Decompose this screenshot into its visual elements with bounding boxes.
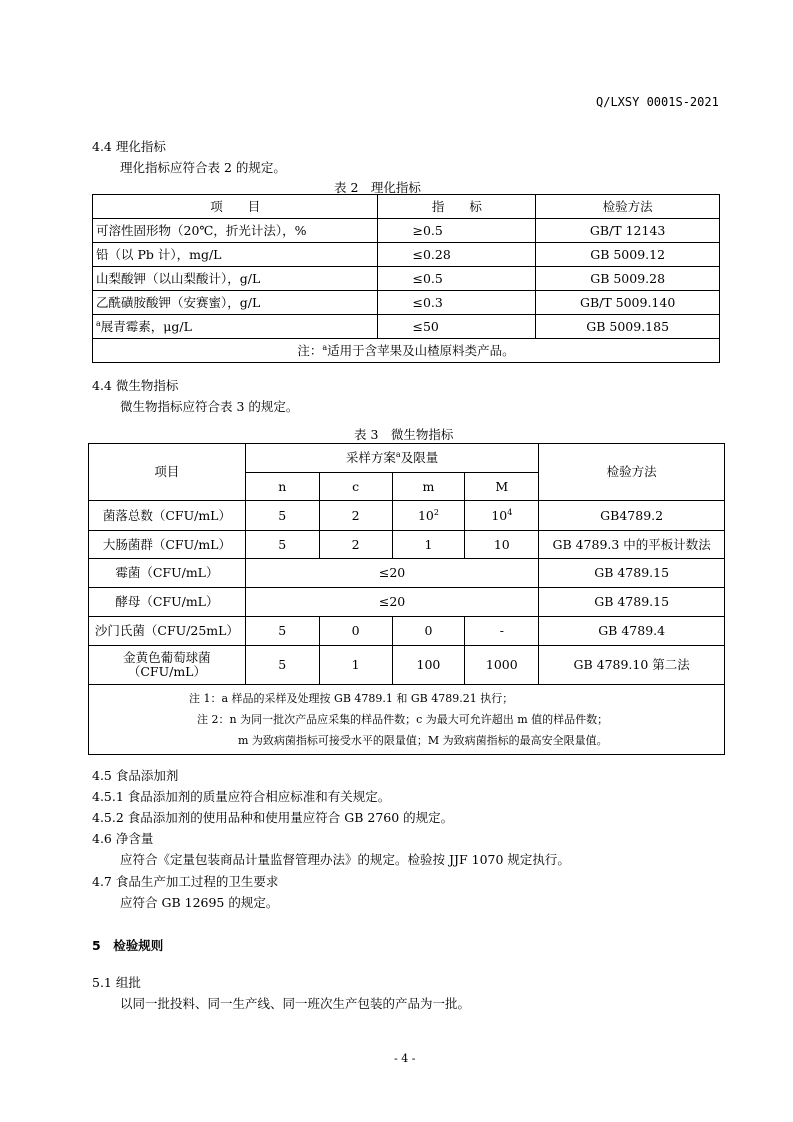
section-4-6-heading: 4.6 净含量 [92, 831, 154, 846]
table3-item: 大肠菌群（CFU/mL） [89, 531, 246, 559]
table3-method: GB 4789.15 [539, 588, 725, 617]
table3-note-row [89, 685, 725, 755]
table3-limit: ≤20 [245, 588, 538, 617]
table3-notes [89, 685, 725, 755]
table-row [93, 291, 720, 315]
table3-header-method: 检验方法 [539, 444, 725, 501]
table2-header-value: 指 标 [378, 195, 536, 219]
section-4-5-heading: 4.5 食品添加剂 [92, 768, 179, 783]
footnote-marker: a [96, 318, 101, 328]
table3-header-row [89, 444, 725, 473]
table3-item: 霉菌（CFU/mL） [89, 559, 246, 588]
table3-item-line1: 金黄色葡萄球菌 [123, 650, 211, 665]
table-row [93, 315, 720, 339]
table3-c: 0 [319, 617, 392, 646]
table2-value: ≥0.5 [378, 219, 536, 243]
section-4-4-text: 理化指标应符合表 2 的规定。 [120, 160, 286, 175]
table2-note-row [93, 339, 720, 363]
table3-M-base: 10 [491, 507, 508, 523]
table3-header-plan-tail: 及限量 [400, 450, 439, 465]
table2-item: 可溶性固形物（20℃，折光计法），% [93, 219, 378, 243]
table3-caption: 表 3 微生物指标 [354, 427, 454, 442]
section-4-5-2: 4.5.2 食品添加剂的使用品种和使用量应符合 GB 2760 的规定。 [92, 810, 454, 825]
table3-header-plan-text: 采样方案 [345, 450, 396, 465]
table2-caption: 表 2 理化指标 [334, 180, 421, 195]
section-4-4-heading: 4.4 理化指标 [92, 139, 166, 154]
table2-header-row [93, 195, 720, 219]
table2-method: GB 5009.12 [536, 243, 720, 267]
table3-n: 5 [245, 531, 319, 559]
table3-c: 2 [319, 531, 392, 559]
table3-limit: ≤20 [245, 559, 538, 588]
table3-method: GB 4789.15 [539, 559, 725, 588]
section-4-7-text: 应符合 GB 12695 的规定。 [120, 895, 279, 910]
table3-method: GB 4789.4 [539, 617, 725, 646]
table2-value: ≤0.3 [378, 291, 536, 315]
table3-M [465, 501, 539, 531]
table-row [93, 243, 720, 267]
table2-item: 铅（以 Pb 计），mg/L [93, 243, 378, 267]
table3-sub-m: m [392, 473, 465, 501]
table2-item [93, 315, 378, 339]
table-row [89, 501, 725, 531]
table3-item: 菌落总数（CFU/mL） [89, 501, 246, 531]
table2-item-text: 展青霉素，μg/L [100, 318, 192, 334]
table2-note [93, 339, 720, 363]
table-row [89, 646, 725, 685]
table3-note-1: 注 1：a 样品的采样及处理按 GB 4789.1 和 GB 4789.21 执行； [189, 692, 514, 705]
table3-header-item: 项目 [89, 444, 246, 501]
table3-item: 沙门氏菌（CFU/25mL） [89, 617, 246, 646]
table3-header-plan [245, 444, 538, 473]
table3-n: 5 [245, 646, 319, 685]
table3-c: 1 [319, 646, 392, 685]
table2-value: ≤0.28 [378, 243, 536, 267]
table3-note-2: 注 2：n 为同一批次产品应采集的样品件数；c 为最大可允许超出 m 值的样品件数； [197, 713, 609, 726]
table3-item-line2: （CFU/mL） [127, 664, 206, 679]
table3-method: GB 4789.10 第二法 [539, 646, 725, 685]
section-4-5-1: 4.5.1 食品添加剂的质量应符合相应标准和有关规定。 [92, 789, 391, 804]
table2-note-prefix: 注： [297, 342, 323, 358]
table3-sub-c: c [319, 473, 392, 501]
table3-m: 0 [392, 617, 465, 646]
table3-m: 1 [392, 531, 465, 559]
footnote-marker: a [322, 342, 328, 352]
table3-m-base: 10 [417, 507, 434, 523]
table-row [89, 588, 725, 617]
table3-c: 2 [319, 501, 392, 531]
table2-note-text: 适用于含苹果及山楂原料类产品。 [327, 342, 515, 358]
table3-M-exponent: 4 [507, 507, 513, 517]
table3-m-exponent: 2 [433, 507, 439, 517]
table3-method: GB 4789.3 中的平板计数法 [539, 531, 725, 559]
table-row [93, 267, 720, 291]
table-row [89, 531, 725, 559]
table2-item: 山梨酸钾（以山梨酸计），g/L [93, 267, 378, 291]
table3-sub-n: n [245, 473, 319, 501]
table3-n: 5 [245, 501, 319, 531]
table3-item [89, 646, 246, 685]
table3-item: 酵母（CFU/mL） [89, 588, 246, 617]
table2-header-item: 项 目 [93, 195, 378, 219]
table2-header-method: 检验方法 [536, 195, 720, 219]
table3-note-3: m 为致病菌指标可接受水平的限量值；M 为致病菌指标的最高安全限量值。 [238, 734, 608, 747]
section-5-1-heading: 5.1 组批 [92, 975, 141, 990]
table-row [89, 617, 725, 646]
section-5-1-text: 以同一批投料、同一生产线、同一班次生产包装的产品为一批。 [120, 996, 471, 1011]
section-4-7-heading: 4.7 食品生产加工过程的卫生要求 [92, 874, 279, 889]
section-5-heading: 5 检验规则 [92, 938, 164, 953]
table2-value: ≤0.5 [378, 267, 536, 291]
footnote-marker: a [395, 450, 401, 459]
table-row [89, 559, 725, 588]
table2-value: ≤50 [378, 315, 536, 339]
doc-code: Q/LXSY 0001S-2021 [596, 95, 719, 109]
section-4-4-micro-text: 微生物指标应符合表 3 的规定。 [120, 399, 299, 414]
table2-item: 乙酰磺胺酸钾（安赛蜜），g/L [93, 291, 378, 315]
table2-method: GB 5009.28 [536, 267, 720, 291]
table2-method: GB/T 5009.140 [536, 291, 720, 315]
table3 [88, 443, 725, 755]
section-4-6-text: 应符合《定量包装商品计量监督管理办法》的规定。检验按 JJF 1070 规定执行。 [120, 852, 570, 867]
table3-M: - [465, 617, 539, 646]
table2-method: GB/T 12143 [536, 219, 720, 243]
table-row [93, 219, 720, 243]
table2 [92, 194, 720, 363]
table3-m [392, 501, 465, 531]
table3-method: GB4789.2 [539, 501, 725, 531]
table3-n: 5 [245, 617, 319, 646]
table3-M: 1000 [465, 646, 539, 685]
page-number: - 4 - [394, 1052, 416, 1065]
section-4-4-micro-heading: 4.4 微生物指标 [92, 378, 179, 393]
table2-method: GB 5009.185 [536, 315, 720, 339]
table3-sub-M: M [465, 473, 539, 501]
table3-M: 10 [465, 531, 539, 559]
table3-m: 100 [392, 646, 465, 685]
